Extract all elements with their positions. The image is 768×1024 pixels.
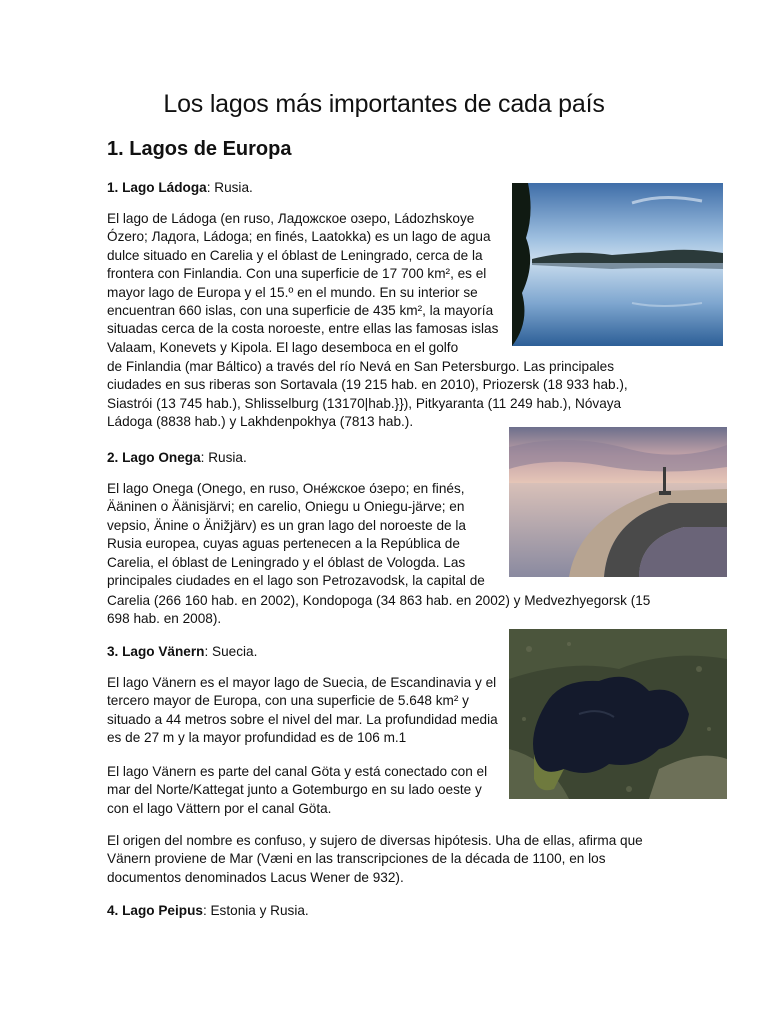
- vanern-country: : Suecia.: [204, 644, 258, 659]
- vanern-name: 3. Lago Vänern: [107, 644, 205, 659]
- ladoga-name: 1. Lago Ládoga: [107, 180, 207, 195]
- onega-paragraph-a: El lago Onega (Onego, en ruso, Оне́жское о́зеро; en finés, Ääninen o Äänisjärvi; en carelio, Oniegu u Oniegu-järve; en vepsio, Änine o Änižjärv) es un gran lago del noroeste de la Rusia europea, cuyas aguas pertenecen a la República de Carelia, el óblast de Leningrado y el óblast de Vologda. Las principales ciudades en el lago son Petrozavodsk, la capital de: [107, 481, 485, 589]
- vanern-satellite-photo: [509, 629, 727, 799]
- onega-name: 2. Lago Onega: [107, 450, 201, 465]
- ladoga-heading: [107, 179, 253, 197]
- vanern-heading: [107, 643, 257, 661]
- ladoga-country: : Rusia.: [206, 180, 253, 195]
- onega-lake-photo: [509, 427, 727, 577]
- vanern-paragraph-2: El lago Vänern es parte del canal Göta y está conectado con el mar del Norte/Kattegat junto a Gotemburgo en su lado oeste y con el lago Vättern por el canal Göta.: [107, 764, 488, 816]
- document-title: Los lagos más importantes de cada país: [163, 90, 605, 118]
- onega-heading: [107, 449, 247, 467]
- vanern-paragraph-3: El origen del nombre es confuso, y sujero de diversas hipótesis. Uha de ellas, afirma que Vänern proviene de Mar (Væni en las transcripciones de la década de 1100, en los documentos denominados Lacus Wener de 932).: [107, 833, 643, 885]
- peipus-name: 4. Lago Peipus: [107, 903, 203, 918]
- onega-country: : Rusia.: [200, 450, 247, 465]
- ladoga-paragraph-b: de Finlandia (mar Báltico) a través del río Nevá en San Petersburgo. Las principales ciudades en sus riberas son Sortavala (19 215 hab. en 2010), Priozersk (18 933 hab.), Siastrói (13 745 hab.), Shlisselburg (13170|hab.}}), Pitkyaranta (11 249 hab.), Nóvaya Ládoga (8838 hab.) y Lakhdenpokhya (7813 hab.).: [107, 359, 628, 430]
- vanern-paragraph-1: El lago Vänern es el mayor lago de Suecia, de Escandinavia y el tercero mayor de Europa, con una superficie de 5.648 km² y situado a 44 metros sobre el nivel del mar. La profundidad media es de 27 m y la mayor profundidad es de 106 m.1: [107, 675, 498, 746]
- section-heading: 1. Lagos de Europa: [107, 138, 292, 160]
- peipus-country: : Estonia y Rusia.: [202, 903, 309, 918]
- ladoga-lake-photo: [512, 183, 723, 346]
- peipus-heading: [107, 902, 309, 920]
- onega-paragraph-b: Carelia (266 160 hab. en 2002), Kondopoga (34 863 hab. en 2002) y Medvezhyegorsk (15 698 hab. en 2008).: [107, 593, 651, 627]
- ladoga-paragraph-a: El lago de Ládoga (en ruso, Ладожское озеро, Ládozhskoye Ózero; Ладога, Ládoga; en finés, Laatokka) es un lago de agua dulce situado en Carelia y el óblast de Leningrado, cerca de la frontera con Finlandia. Con una superficie de 17 700 km², es el mayor lago de Europa y el 15.º en el mundo. En su interior se encuentran 660 islas, con una superficie de 435 km², la mayoría situadas cerca de la costa noroeste, entre ellas las famosas islas Valaam, Konevets y Kipola. El lago desemboca en el golfo: [107, 211, 499, 355]
